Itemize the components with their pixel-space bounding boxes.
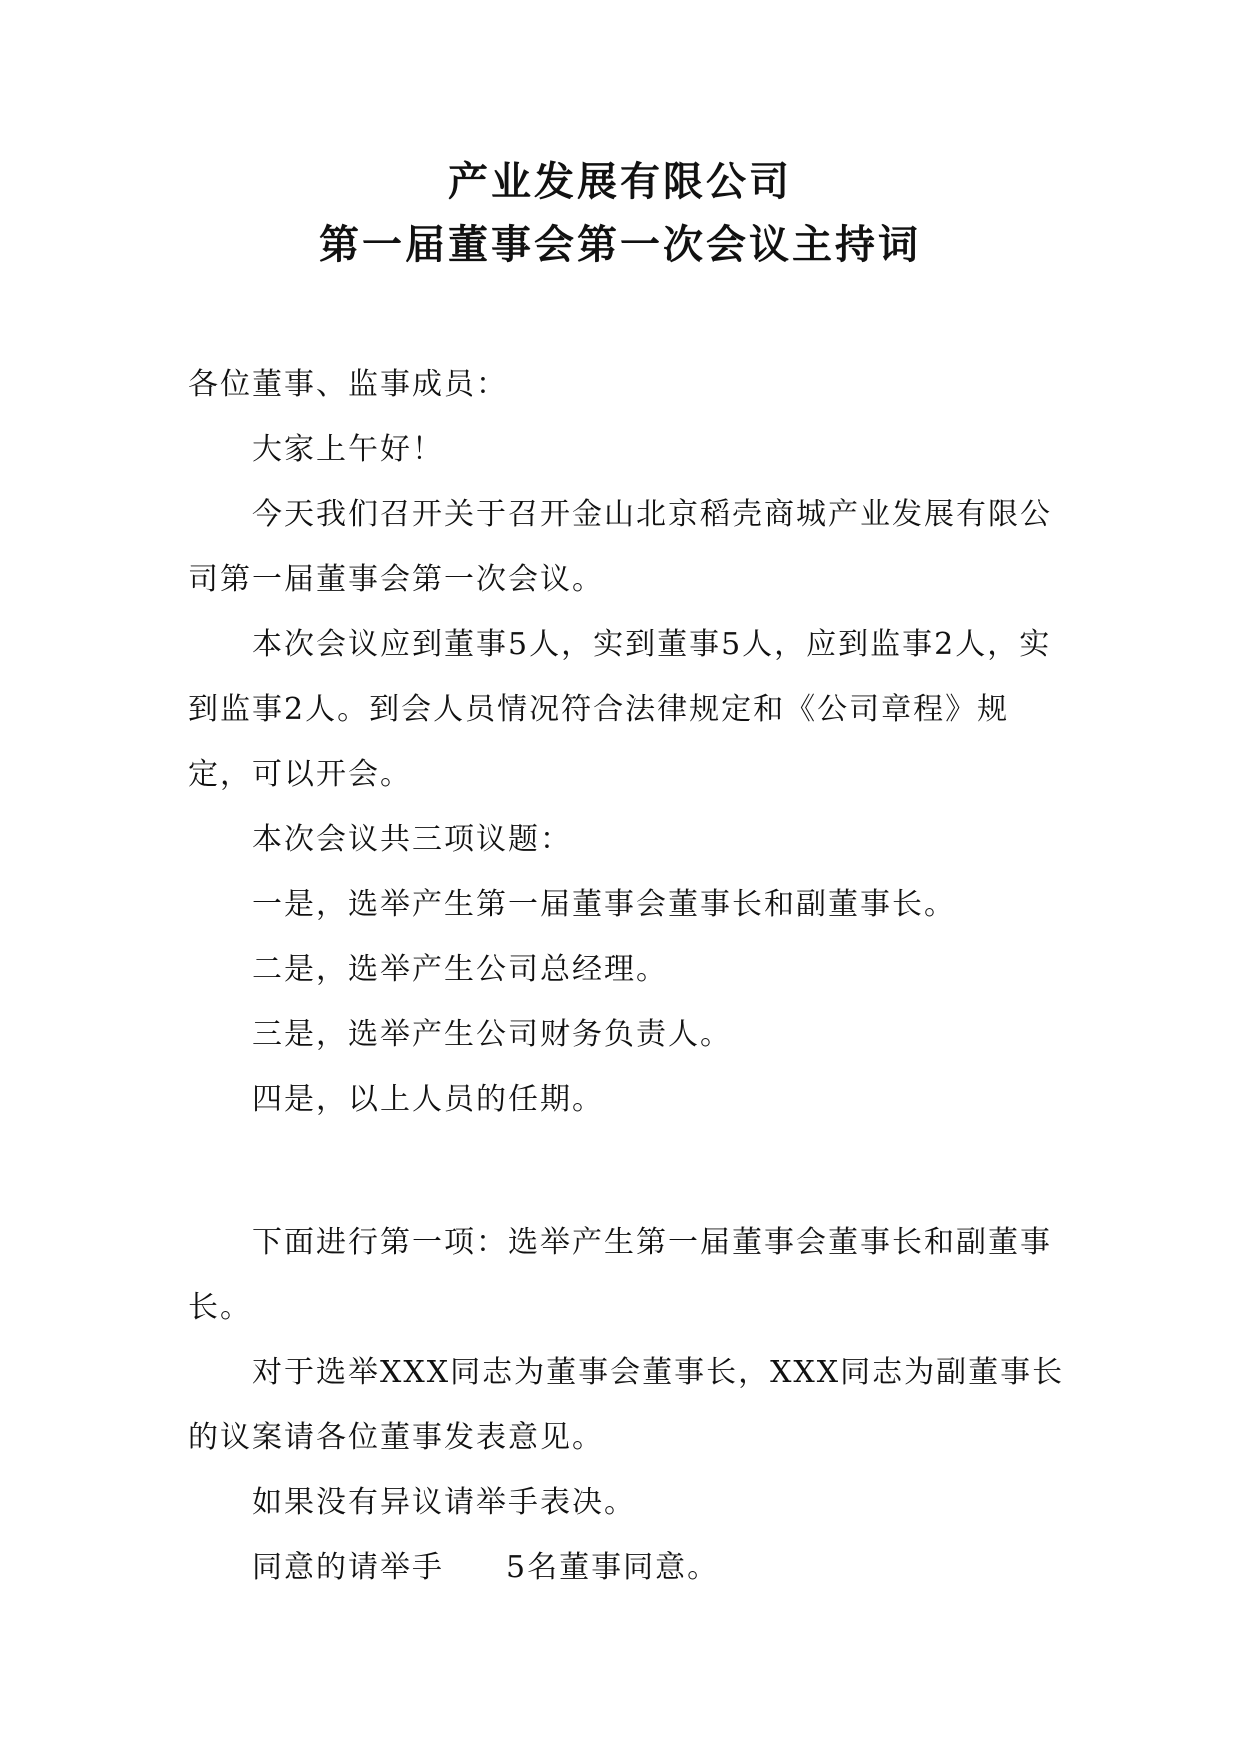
paragraph-agenda-intro: 本次会议共三项议题：	[252, 822, 572, 857]
paragraph-attendance: 本次会议应到董事5人，实到董事5人，应到监事2人，实到监事2人。到会人员情况符合法律规定和《公司章程》规定，可以开会。	[188, 627, 1052, 792]
paragraph-vote-call: 如果没有异议请举手表决。	[252, 1485, 636, 1520]
paragraph-vote-result	[188, 1535, 1068, 1600]
agenda-item-1: 一是，选举产生第一届董事会董事长和副董事长。	[252, 887, 956, 922]
document-body	[188, 352, 1068, 1600]
vote-prompt: 同意的请举手	[252, 1550, 444, 1585]
paragraph-meeting-intro: 今天我们召开关于召开金山北京稻壳商城产业发展有限公司第一届董事会第一次会议。	[188, 497, 1052, 597]
paragraph-election-motion: 对于选举XXX同志为董事会董事长，XXX同志为副董事长的议案请各位董事发表意见。	[188, 1355, 1065, 1455]
meeting-title: 第一届董事会第一次会议主持词	[319, 222, 921, 268]
agenda-item-2: 二是，选举产生公司总经理。	[252, 952, 668, 987]
greeting: 各位董事、监事成员：	[188, 367, 508, 402]
agenda-item-3: 三是，选举产生公司财务负责人。	[252, 1017, 732, 1052]
vote-outcome: 5名董事同意。	[506, 1550, 720, 1585]
paragraph-first-item: 下面进行第一项：选举产生第一届董事会董事长和副董事长。	[188, 1225, 1052, 1325]
paragraph-morning: 大家上午好！	[252, 432, 444, 467]
agenda-item-4: 四是，以上人员的任期。	[252, 1082, 604, 1117]
company-title: 产业发展有限公司	[448, 159, 792, 205]
